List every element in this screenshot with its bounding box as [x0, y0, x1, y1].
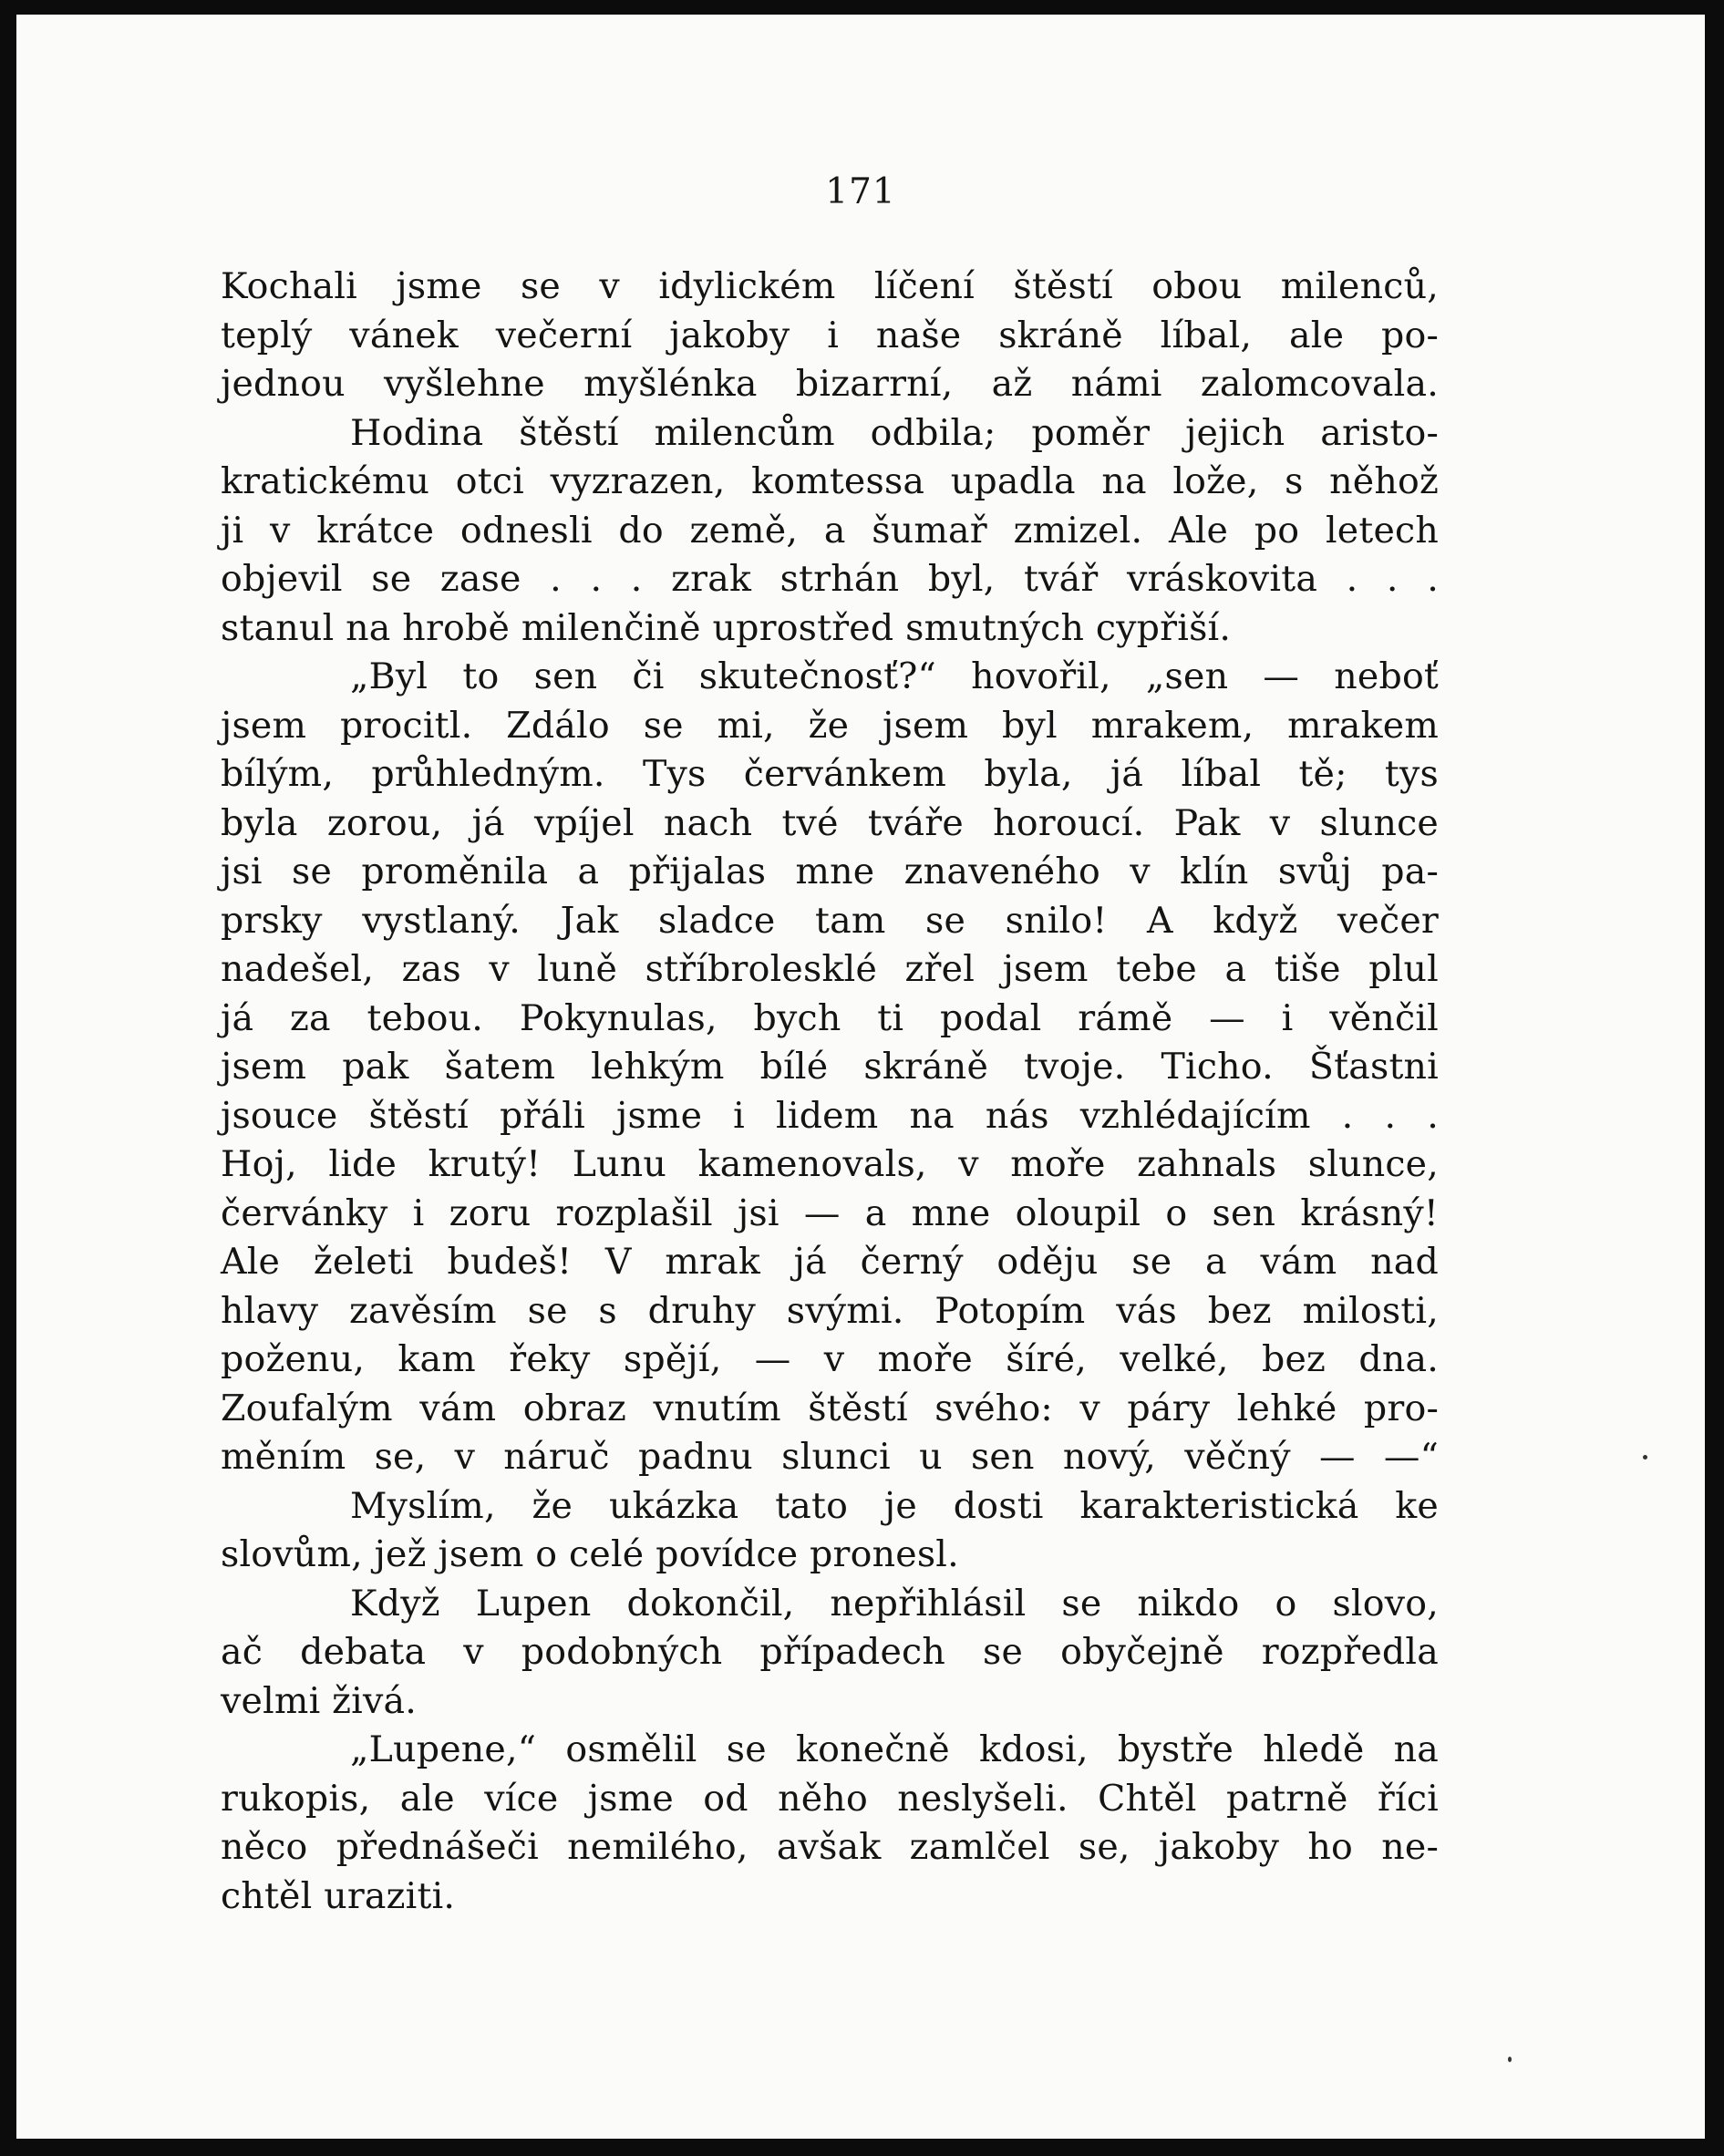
text-line: objevil se zase . . . zrak strhán byl, tvář vráskovita . . .: [221, 558, 1439, 600]
text-line: jednou vyšlehne myšlénka bizarrní, až námi zalomcovala.: [221, 363, 1439, 405]
text-line: jsouce štěstí přáli jsme i lidem na nás vzhlédajícím . . .: [221, 1094, 1439, 1137]
text-line: teplý vánek večerní jakoby i naše skráně líbal, ale po-: [221, 314, 1439, 356]
text-line: stanul na hrobě milenčině uprostřed smutných cypřiší.: [221, 606, 1232, 649]
text-line: „Byl to sen či skutečnosť?“ hovořil, „sen — neboť: [350, 655, 1439, 697]
text-line: nadešel, zas v luně stříbrolesklé zřel jsem tebe a tiše plul: [221, 948, 1439, 990]
text-line: měním se, v náruč padnu slunci u sen nový, věčný — —“: [221, 1436, 1439, 1478]
body-text: [221, 263, 1439, 1921]
scan-speck: [1643, 1455, 1647, 1460]
text-line: ač debata v podobných případech se obyčejně rozpředla: [221, 1631, 1439, 1673]
text-line: Kochali jsme se v idylickém líčení štěstí obou milenců,: [221, 265, 1439, 307]
text-line: ji v krátce odnesli do země, a šumař zmizel. Ale po letech: [221, 509, 1439, 552]
text-line: Myslím, že ukázka tato je dosti karakteristická ke: [350, 1484, 1439, 1527]
text-line: Hoj, lide krutý! Lunu kamenovals, v moře zahnals slunce,: [221, 1143, 1439, 1185]
text-line: já za tebou. Pokynulas, bych ti podal rámě — i věnčil: [221, 996, 1439, 1039]
text-line: Když Lupen dokončil, nepřihlásil se nikdo o slovo,: [350, 1582, 1439, 1625]
text-line: „Lupene,“ osmělil se konečně kdosi, bystře hledě na: [350, 1728, 1439, 1770]
text-line: Hodina štěstí milencům odbila; poměr jejich aristo-: [350, 411, 1439, 454]
scan-speck: [1508, 2057, 1512, 2062]
text-line: něco přednášeči nemilého, avšak zamlčel se, jakoby ho ne-: [221, 1826, 1439, 1868]
text-line: červánky i zoru rozplašil jsi — a mne oloupil o sen krásný!: [221, 1191, 1439, 1234]
text-line: slovům, jež jsem o celé povídce pronesl.: [221, 1533, 959, 1575]
text-line: jsi se proměnila a přijalas mne znaveného v klín svůj pa-: [221, 851, 1439, 892]
text-line: chtěl uraziti.: [221, 1874, 456, 1917]
book-page: [16, 15, 1705, 2139]
text-line: byla zorou, já vpíjel nach tvé tváře horoucí. Pak v slunce: [221, 801, 1439, 844]
text-line: kratickému otci vyzrazen, komtessa upadla na lože, s něhož: [221, 460, 1439, 502]
text-line: prsky vystlaný. Jak sladce tam se snilo! A když večer: [221, 899, 1439, 942]
text-line: hlavy zavěsím se s druhy svými. Potopím vás bez milosti,: [221, 1289, 1439, 1332]
text-line: Zoufalým vám obraz vnutím štěstí svého: v páry lehké pro-: [221, 1387, 1439, 1429]
text-line: velmi živá.: [221, 1679, 418, 1722]
text-line: bílým, průhledným. Tys červánkem byla, já líbal tě; tys: [221, 753, 1439, 795]
text-line: jsem procitl. Zdálo se mi, že jsem byl mrakem, mrakem: [221, 704, 1439, 747]
text-line: jsem pak šatem lehkým bílé skráně tvoje. Ticho. Šťastni: [221, 1046, 1439, 1088]
text-line: poženu, kam řeky spějí, — v moře šíré, velké, bez dna.: [221, 1338, 1439, 1380]
text-line: rukopis, ale více jsme od něho neslyšeli. Chtěl patrně říci: [221, 1777, 1439, 1820]
page-number: 171: [825, 171, 896, 212]
text-line: Ale želeti budeš! V mrak já černý oděju se a vám nad: [221, 1241, 1439, 1283]
